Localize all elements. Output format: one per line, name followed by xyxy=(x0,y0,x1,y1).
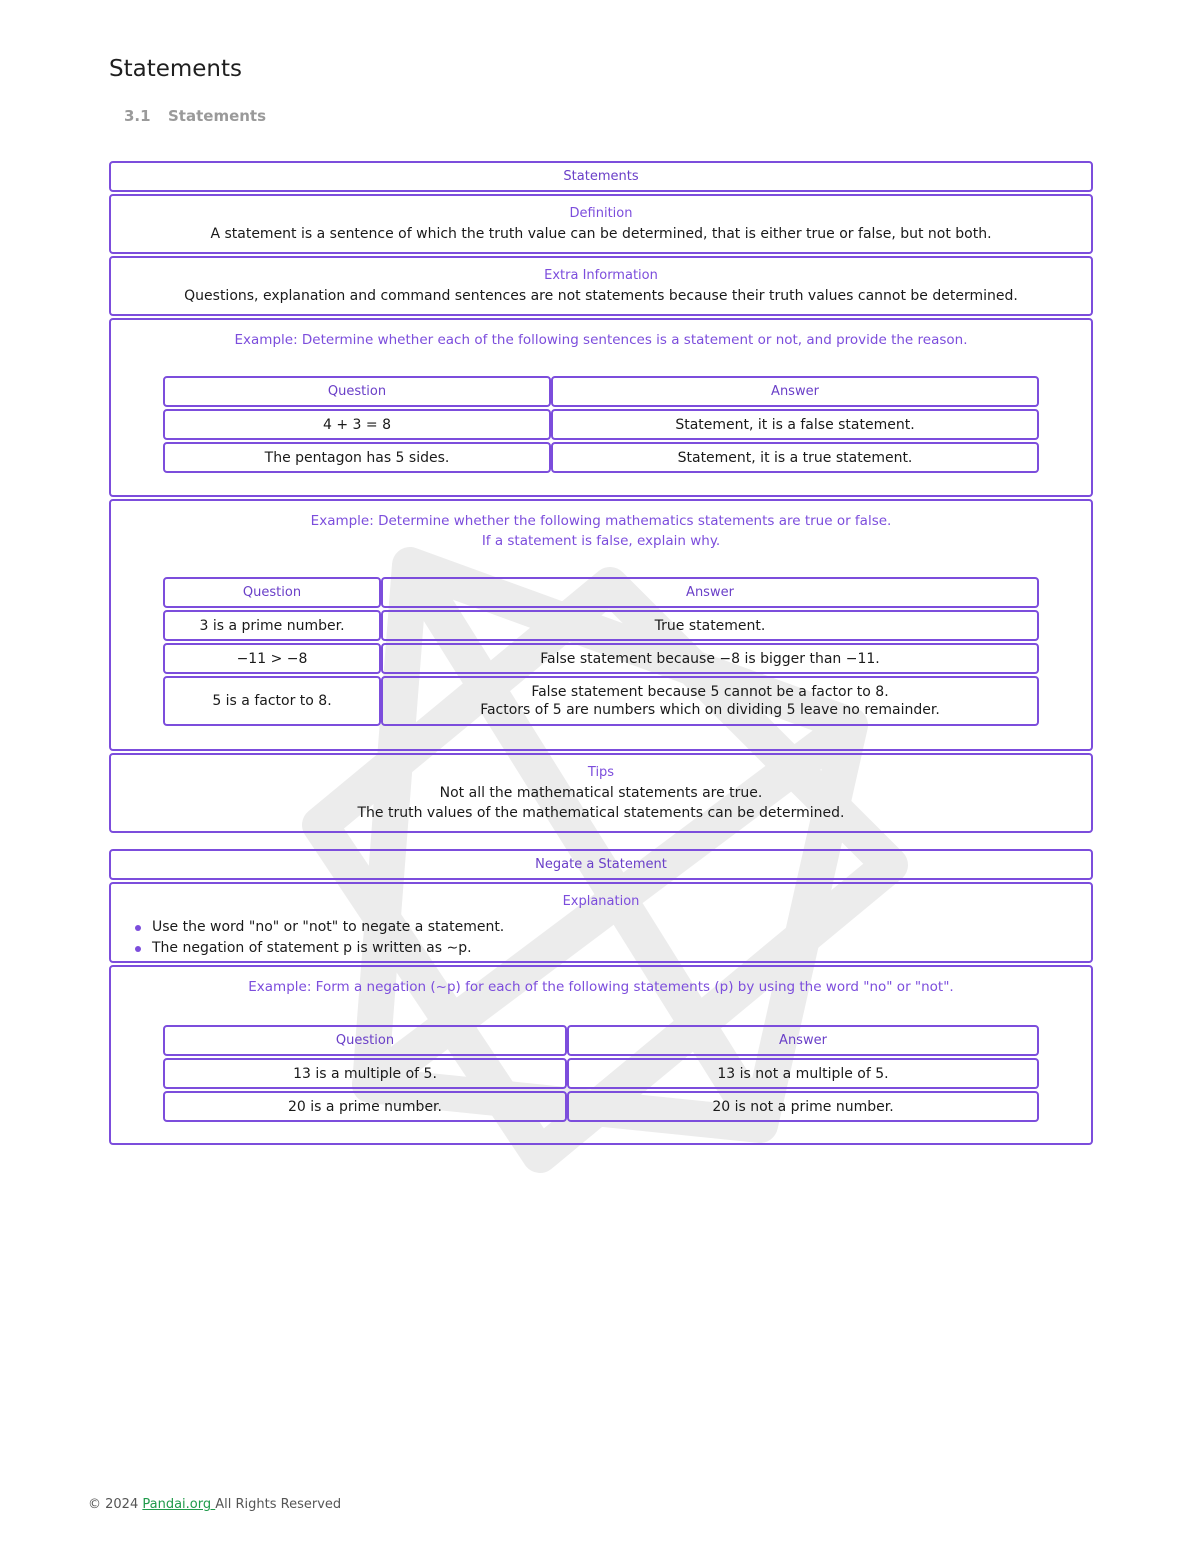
section-number: 3.1 xyxy=(124,107,151,125)
example-prompt-line-1: Example: Determine whether the following mathematics statements are true or false. xyxy=(310,513,892,529)
example-box-2 xyxy=(109,499,1093,751)
table-row xyxy=(163,409,1039,440)
answer-cell xyxy=(381,676,1039,726)
table-header-row xyxy=(163,1025,1039,1056)
answer-line-1: False statement because 5 cannot be a factor to 8. xyxy=(531,684,889,700)
answer-cell: False statement because −8 is bigger than −11. xyxy=(381,643,1039,674)
question-cell: The pentagon has 5 sides. xyxy=(163,442,551,473)
answer-line-2: Factors of 5 are numbers which on dividing 5 leave no remainder. xyxy=(480,702,940,718)
tips-line-1: Not all the mathematical statements are true. xyxy=(439,785,763,801)
question-cell: 13 is a multiple of 5. xyxy=(163,1058,567,1089)
column-header-answer: Answer xyxy=(551,376,1039,407)
tips-label: Tips xyxy=(587,765,615,780)
question-cell: 5 is a factor to 8. xyxy=(163,676,381,726)
table-row xyxy=(163,676,1039,726)
page-title: Statements xyxy=(109,56,243,82)
example-table-2 xyxy=(163,575,1039,728)
column-header-question: Question xyxy=(163,376,551,407)
negation-example-box xyxy=(109,965,1093,1145)
answer-cell: 20 is not a prime number. xyxy=(567,1091,1039,1122)
column-header-question: Question xyxy=(163,577,381,608)
definition-label: Definition xyxy=(569,206,633,221)
question-cell: −11 > −8 xyxy=(163,643,381,674)
explanation-label: Explanation xyxy=(562,894,640,909)
footer xyxy=(88,1497,341,1512)
answer-cell: Statement, it is a true statement. xyxy=(551,442,1039,473)
answer-cell: True statement. xyxy=(381,610,1039,641)
definition-box xyxy=(109,194,1093,254)
table-row xyxy=(163,1091,1039,1122)
table-row xyxy=(163,643,1039,674)
card-header: Statements xyxy=(109,161,1093,192)
example-table-1 xyxy=(163,374,1039,475)
tips-box xyxy=(109,753,1093,833)
answer-cell: Statement, it is a false statement. xyxy=(551,409,1039,440)
section-heading xyxy=(124,107,266,125)
tips-text xyxy=(119,783,1083,823)
question-cell: 4 + 3 = 8 xyxy=(163,409,551,440)
statements-card xyxy=(109,161,1093,833)
list-item: Use the word "no" or "not" to negate a statement. xyxy=(133,917,1083,938)
extra-info-text: Questions, explanation and command sentences are not statements because their truth values cannot be determined. xyxy=(184,288,1018,304)
rights-text: All Rights Reserved xyxy=(215,1497,342,1512)
question-cell: 3 is a prime number. xyxy=(163,610,381,641)
column-header-answer: Answer xyxy=(381,577,1039,608)
copyright-text: © 2024 xyxy=(88,1497,143,1512)
section-title: Statements xyxy=(168,107,267,125)
answer-cell: 13 is not a multiple of 5. xyxy=(567,1058,1039,1089)
negate-statement-card xyxy=(109,849,1093,1145)
extra-info-label: Extra Information xyxy=(544,268,658,283)
column-header-answer: Answer xyxy=(567,1025,1039,1056)
table-row xyxy=(163,442,1039,473)
table-row xyxy=(163,1058,1039,1089)
question-cell: 20 is a prime number. xyxy=(163,1091,567,1122)
tips-line-2: The truth values of the mathematical statements can be determined. xyxy=(357,805,845,821)
pandai-link[interactable]: Pandai.org xyxy=(142,1497,216,1512)
example-prompt-line-2: If a statement is false, explain why. xyxy=(481,533,721,549)
column-header-question: Question xyxy=(163,1025,567,1056)
example-prompt: Example: Determine whether each of the following sentences is a statement or not, and provide the reason. xyxy=(234,332,968,348)
card-header: Negate a Statement xyxy=(109,849,1093,880)
explanation-list xyxy=(133,917,1083,959)
table-row xyxy=(163,610,1039,641)
table-header-row xyxy=(163,376,1039,407)
explanation-box xyxy=(109,882,1093,963)
example-box-1 xyxy=(109,318,1093,497)
table-header-row xyxy=(163,577,1039,608)
example-prompt: Example: Form a negation (~p) for each of the following statements (p) by using the word "no" or "not". xyxy=(248,979,954,995)
negation-table xyxy=(163,1023,1039,1124)
list-item: The negation of statement p is written as ∼p. xyxy=(133,938,1083,959)
extra-info-box xyxy=(109,256,1093,316)
definition-text: A statement is a sentence of which the truth value can be determined, that is either true or false, but not both. xyxy=(210,226,992,242)
